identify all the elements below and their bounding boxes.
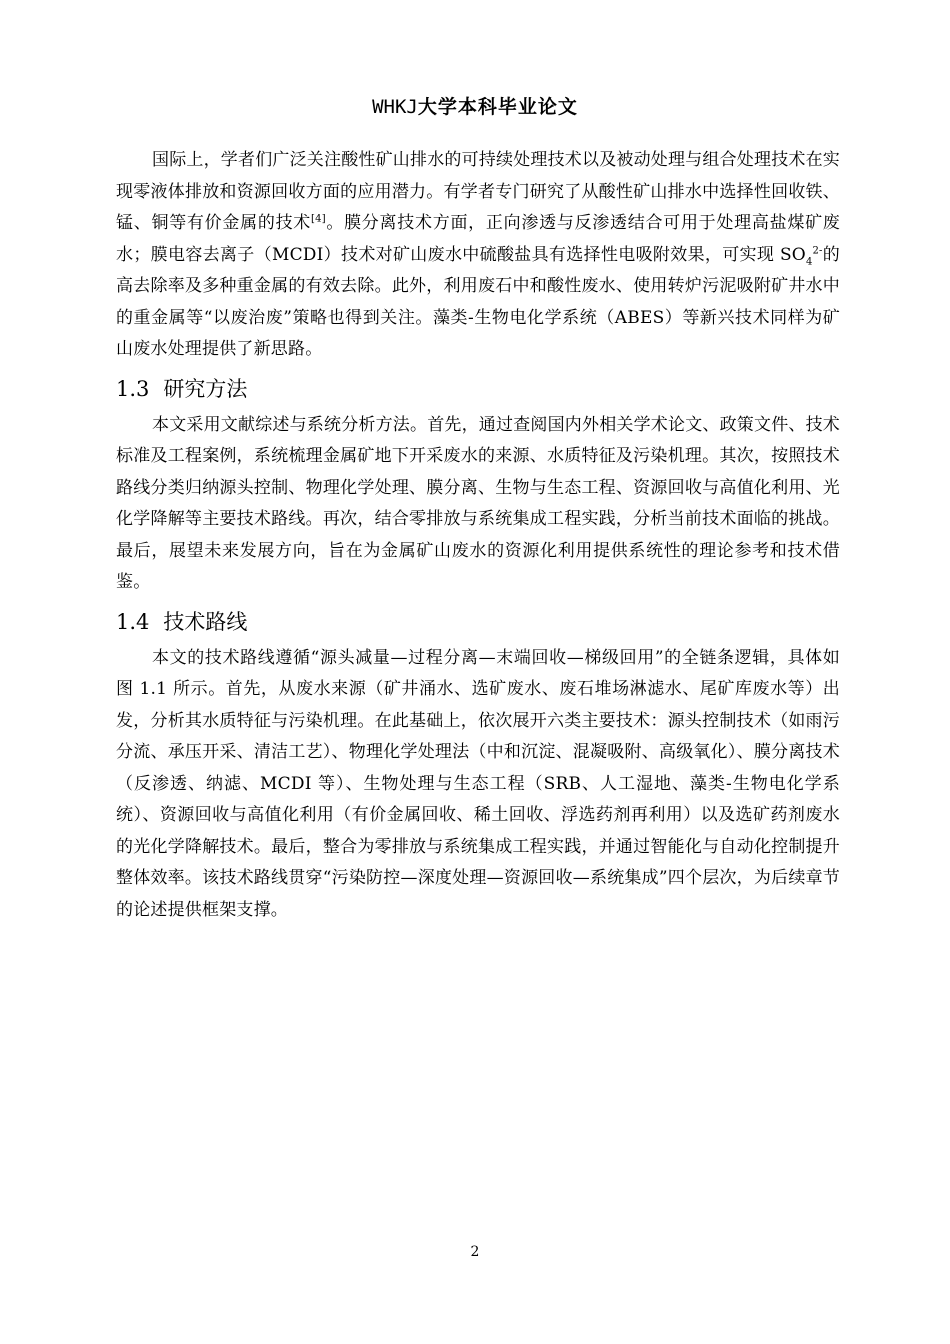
intro-text-part3: 的高去除率及多种重金属的有效去除。此外，利用废石中和酸性废水、使用转炉污泥吸附矿井水中的重金属等“以废治废”策略也得到关注。藻类-生物电化学系统（ABES）等新兴技术同样为矿山废水处理提供了新思路。 [116,244,840,359]
intro-text-part2: 。膜分离技术方面，正向渗透与反渗透结合可用于处理高盐煤矿废水；膜电容去离子（MCDI）技术对矿山废水中硫酸盐具有选择性电吸附效果，可实现 SO [116,213,840,265]
technical-route-paragraph: 本文的技术路线遵循“源头减量—过程分离—末端回收—梯级回用”的全链条逻辑，具体如图 1.1 所示。首先，从废水来源（矿井涌水、选矿废水、废石堆场淋滤水、尾矿库废水等）出发，分析其水质特征与污染机理。在此基础上，依次展开六类主要技术：源头控制技术（如雨污分流、承压开采、清洁工艺）、物理化学处理法（中和沉淀、混凝吸附、高级氧化）、膜分离技术（反渗透、纳滤、MCDI 等）、生物处理与生态工程（SRB、人工湿地、藻类-生物电化学系统）、资源回收与高值化利用（有价金属回收、稀土回收、浮选药剂再利用）以及选矿药剂废水的光化学降解技术。最后，整合为零排放与系统集成工程实践，并通过智能化与自动化控制提升整体效率。该技术路线贯穿“污染防控—深度处理—资源回收—系统集成”四个层次，为后续章节的论述提供框架支撑。 [116,647,840,920]
formula-subscript: 4 [805,255,813,267]
section-number: 1.3 [116,376,150,401]
methods-paragraph: 本文采用文献综述与系统分析方法。首先，通过查阅国内外相关学术论文、政策文件、技术标准及工程案例，系统梳理金属矿地下开采废水的来源、水质特征及污染机理。其次，按照技术路线分类归纳源头控制、物理化学处理、膜分离、生物与生态工程、资源回收与高值化利用、光化学降解等主要技术路线。再次，结合零排放与系统集成工程实践，分析当前技术面临的挑战。最后，展望未来发展方向，旨在为金属矿山废水的资源化利用提供系统性的理论参考和技术借鉴。 [116,414,840,592]
header-school-code: WHKJ [372,96,418,118]
citation-ref: [4] [311,213,326,225]
section-heading-1-3 [116,370,840,408]
page-body [116,145,840,926]
section-heading-1-4 [116,603,840,641]
section-title: 研究方法 [163,376,248,401]
section-number: 1.4 [116,609,150,634]
header-title-suffix: 大学本科毕业论文 [417,96,578,118]
page-number: 2 [470,1244,480,1260]
page-header [0,92,950,119]
intro-paragraph [116,145,840,366]
formula-superscript: 2- [812,244,823,256]
section-title: 技术路线 [163,609,248,634]
intro-text-part1: 国际上，学者们广泛关注酸性矿山排水的可持续处理技术以及被动处理与组合处理技术在实现零液体排放和资源回收方面的应用潜力。有学者专门研究了从酸性矿山排水中选择性回收铁、锰、铜等有价金属的技术 [116,150,840,233]
